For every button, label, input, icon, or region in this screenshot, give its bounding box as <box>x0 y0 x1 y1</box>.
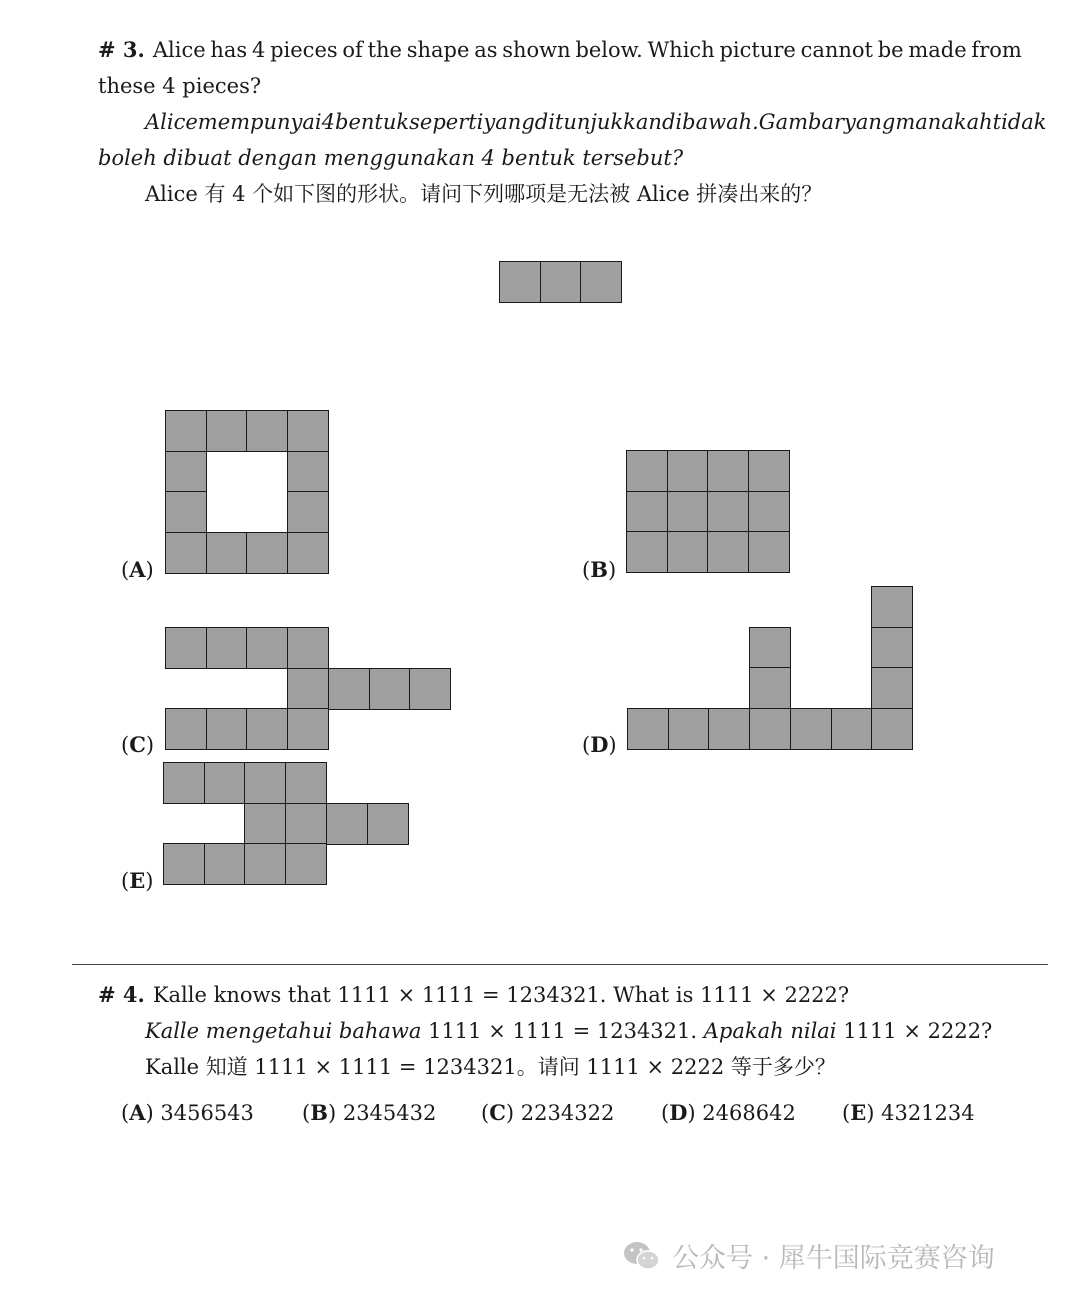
tile <box>707 531 749 573</box>
section-divider <box>72 964 1048 965</box>
tile <box>871 667 913 709</box>
tile <box>748 491 790 533</box>
q4-answer-d: (D) 2468642 <box>661 1100 796 1125</box>
q3-english-line1: # 3. Alice has 4 pieces of the shape as shown below. Which picture cannot be made from <box>98 37 1022 62</box>
tile <box>328 668 370 710</box>
tile <box>748 450 790 492</box>
q3-option-b-label: (B) <box>582 557 617 582</box>
q4-answer-b: (B) 2345432 <box>302 1100 437 1125</box>
tile <box>627 708 669 750</box>
tile <box>287 627 329 669</box>
q3-option-d-label: (D) <box>582 732 617 757</box>
tile <box>246 708 288 750</box>
tile <box>287 532 329 574</box>
tile <box>749 667 791 709</box>
tile <box>246 532 288 574</box>
tile <box>206 708 248 750</box>
tile <box>540 261 582 303</box>
tile <box>165 627 207 669</box>
tile <box>326 803 368 845</box>
wechat-icon <box>622 1239 662 1273</box>
tile <box>287 491 329 533</box>
tile <box>165 451 207 493</box>
tile <box>580 261 622 303</box>
tile <box>246 627 288 669</box>
tile <box>244 803 286 845</box>
tile <box>871 586 913 628</box>
tile <box>287 708 329 750</box>
tile <box>206 532 248 574</box>
tile <box>285 803 327 845</box>
q4-malay-line: Kalle mengetahui bahawa 1111 × 1111 = 1234321. Apakah nilai 1111 × 2222? <box>145 1019 993 1043</box>
tile <box>165 708 207 750</box>
q3-option-c-label: (C) <box>121 732 155 757</box>
tile <box>667 450 709 492</box>
tile <box>285 843 327 885</box>
q4-number: # 4. <box>98 982 145 1007</box>
tile <box>367 803 409 845</box>
tile <box>626 491 668 533</box>
q3-number: # 3. <box>98 37 145 62</box>
tile <box>748 531 790 573</box>
q3-english-line2: these 4 pieces? <box>98 74 262 98</box>
tile <box>668 708 710 750</box>
tile <box>287 668 329 710</box>
tile <box>163 843 205 885</box>
tile <box>206 410 248 452</box>
tile <box>246 410 288 452</box>
tile <box>409 668 451 710</box>
q4-answer-a: (A) 3456543 <box>121 1100 254 1125</box>
q4-chinese-line: Kalle 知道 1111 × 1111 = 1234321。请问 1111 × 2222 等于多少？ <box>145 1055 836 1079</box>
tile <box>165 410 207 452</box>
tile <box>244 843 286 885</box>
tile <box>206 627 248 669</box>
tile <box>165 491 207 533</box>
tile <box>285 762 327 804</box>
tile <box>165 532 207 574</box>
tile <box>708 708 750 750</box>
q3-option-e-label: (E) <box>121 868 154 893</box>
q3-option-a-label: (A) <box>121 557 154 582</box>
tile <box>204 843 246 885</box>
tile <box>369 668 411 710</box>
tile <box>790 708 832 750</box>
watermark: 公众号 · 犀牛国际竞赛咨询 <box>622 1236 995 1275</box>
tile <box>244 762 286 804</box>
q4-answer-e: (E) 4321234 <box>842 1100 975 1125</box>
q3-malay-line1: Alice mempunyai 4 bentuk seperti yang ditunjukkan di bawah. Gambar yang manakah tidak <box>145 110 1047 134</box>
tile <box>707 491 749 533</box>
tile <box>749 708 791 750</box>
tile <box>626 531 668 573</box>
tile <box>204 762 246 804</box>
tile <box>831 708 873 750</box>
tile <box>667 531 709 573</box>
tile <box>667 491 709 533</box>
tile <box>871 627 913 669</box>
tile <box>163 762 205 804</box>
q3-chinese-line: Alice 有 4 个如下图的形状。请问下列哪项是无法被 Alice 拼凑出来的？ <box>145 182 823 206</box>
tile <box>287 451 329 493</box>
q4-english-line: # 4. Kalle knows that 1111 × 1111 = 1234321. What is 1111 × 2222? <box>98 982 850 1007</box>
tile <box>626 450 668 492</box>
tile <box>871 708 913 750</box>
tile <box>707 450 749 492</box>
q3-malay-line2: boleh dibuat dengan menggunakan 4 bentuk tersebut? <box>98 146 684 170</box>
tile <box>287 410 329 452</box>
tile <box>499 261 541 303</box>
q4-answer-c: (C) 2234322 <box>481 1100 615 1125</box>
tile <box>749 627 791 669</box>
